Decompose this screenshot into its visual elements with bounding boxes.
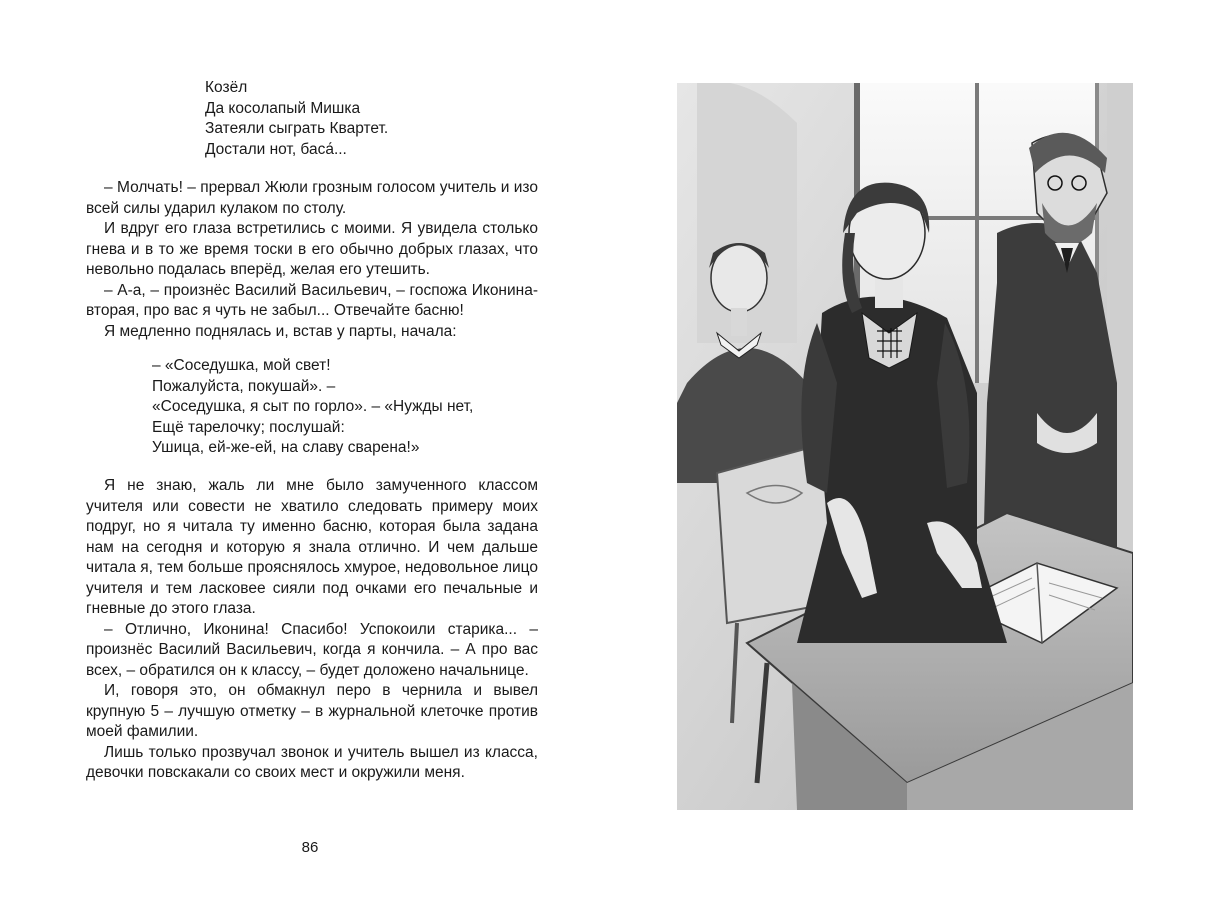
paragraph: Лишь только прозвучал звонок и учитель вышел из класса, девочки повскакали со своих мест и окружили меня.: [86, 743, 538, 781]
paragraph: И вдруг его глаза встретились с моими. Я увидела столько гнева и в то же время тоски в его обычно добрых глазах, что невольно подалась вперёд, желая его утешить.: [86, 220, 538, 278]
page-number: 86: [301, 839, 319, 856]
paragraph: И, говоря это, он обмакнул перо в чернила и вывел крупную 5 – лучшую отметку – в журнальной клеточке против моей фамилии.: [86, 682, 538, 740]
prose-block-2: [86, 476, 538, 784]
verse-line: Ещё тарелочку; послушай:: [152, 418, 345, 436]
verse-fable: [152, 356, 473, 459]
verse-line: Затеяли сыграть Квартет.: [205, 120, 389, 137]
verse-line: «Соседушка, я сыт по горло». – «Нужды нет,: [152, 398, 474, 415]
verse-quartet: [205, 78, 388, 160]
verse-line: Козёл: [205, 79, 248, 96]
verse-line: – «Соседушка, мой свет!: [152, 357, 331, 374]
paragraph: – Молчать! – прервал Жюли грозным голосом учитель и изо всей силы ударил кулаком по столу.: [86, 179, 538, 217]
paragraph: Я медленно поднялась и, встав у парты, начала:: [104, 322, 457, 340]
verse-line: Достали нот, баса́...: [205, 140, 347, 158]
verse-line: Ушица, ей-же-ей, на славу сварена!»: [152, 439, 420, 456]
verse-line: Да косолапый Мишка: [205, 99, 361, 117]
classroom-illustration: [677, 83, 1133, 810]
paragraph: – Отлично, Иконина! Спасибо! Успокоили старика... – произнёс Василий Васильевич, когда я кончила. – А про вас всех, – обратился он к классу, – будет доложено начальнице.: [86, 620, 538, 679]
prose-block-1: [86, 178, 538, 342]
verse-line: Пожалуйста, покушай». –: [152, 377, 336, 395]
paragraph: – А-а, – произнёс Василий Васильевич, – госпожа Иконина-вторая, про вас я чуть не забыл... Отвечайте басню!: [86, 281, 538, 319]
paragraph: Я не знаю, жаль ли мне было замученного классом учителя или совести не хватило следовать примеру моих подруг, но я читала ту именно басню, которая была задана нам на сегодня и которую я знала отлично. И чем дальше читала я, тем больше прояснялось хмурое, недовольное лицо учителя и тем ласковее сияли под очками его печальные и гневные до этого глаза.: [86, 477, 538, 617]
